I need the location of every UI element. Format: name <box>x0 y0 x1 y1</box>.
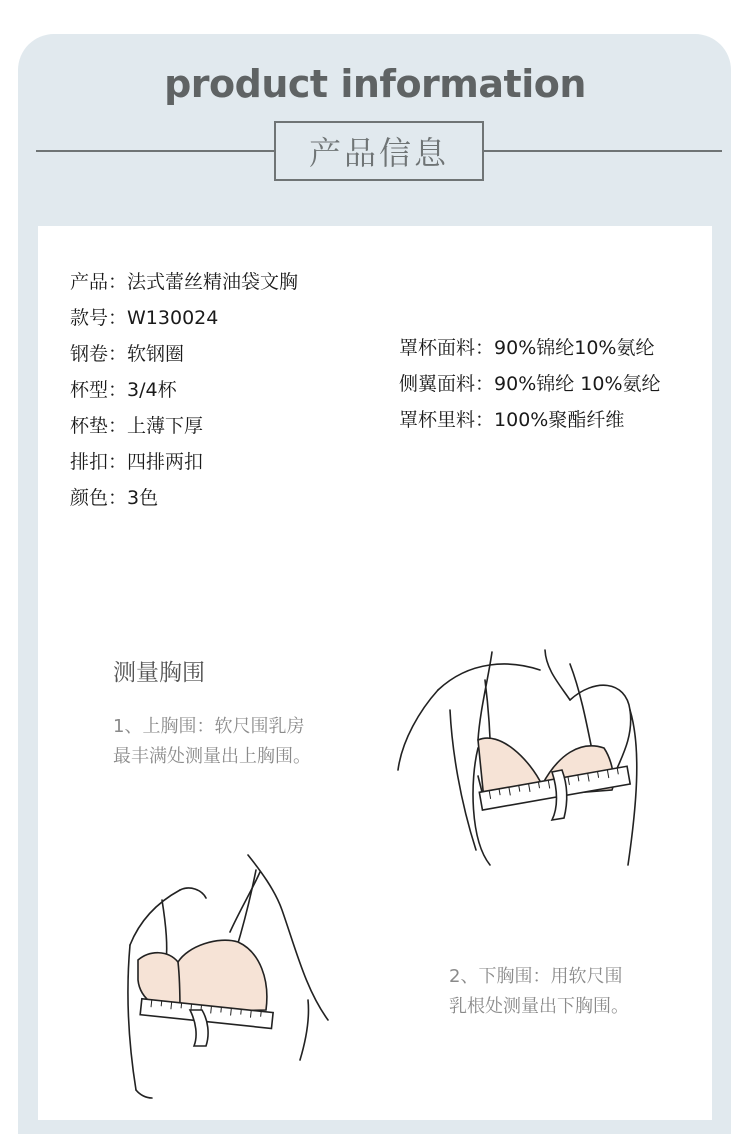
spec-value: 3/4杯 <box>127 379 177 401</box>
step-underbust-line1: 2、下胸围：用软尺围 <box>449 966 623 987</box>
bust-measure-illustration <box>380 640 670 870</box>
spec-item <box>70 408 298 444</box>
step-bust-line2: 最丰满处测量出上胸围。 <box>113 746 311 767</box>
spec-list-left <box>70 264 298 516</box>
spec-value: 软钢圈 <box>127 343 185 365</box>
spec-key: 产品： <box>70 271 128 293</box>
underbust-measure-illustration <box>110 850 380 1100</box>
spec-key: 款号： <box>70 307 128 329</box>
spec-value: 3色 <box>127 487 159 509</box>
fabric-item <box>399 402 661 438</box>
spec-value: 上薄下厚 <box>127 415 204 437</box>
spec-value: W130024 <box>127 307 219 329</box>
spec-value: 法式蕾丝精油袋文胸 <box>127 271 299 293</box>
step-underbust <box>449 962 629 1022</box>
fabric-item <box>399 366 661 402</box>
fabric-value: 100%聚酯纤维 <box>494 409 625 431</box>
fabric-value: 90%锦纶 10%氨纶 <box>494 373 661 395</box>
spec-key: 杯垫： <box>70 415 128 437</box>
fabric-item <box>399 330 661 366</box>
title-english: product information <box>164 62 586 106</box>
divider-left <box>36 150 274 152</box>
spec-key: 钢卷： <box>70 343 128 365</box>
divider-right <box>484 150 722 152</box>
step-bust <box>113 712 311 772</box>
spec-item <box>70 336 298 372</box>
spec-key: 颜色： <box>70 487 128 509</box>
title-chinese: 产品信息 <box>274 121 484 181</box>
fabric-key: 罩杯里料： <box>399 409 495 431</box>
spec-value: 四排两扣 <box>127 451 204 473</box>
measure-heading: 测量胸围 <box>113 660 205 686</box>
spec-key: 排扣： <box>70 451 128 473</box>
step-underbust-line2: 乳根处测量出下胸围。 <box>449 996 629 1017</box>
spec-item <box>70 372 298 408</box>
fabric-key: 罩杯面料： <box>399 337 495 359</box>
spec-key: 杯型： <box>70 379 128 401</box>
spec-item <box>70 300 298 336</box>
spec-item <box>70 264 298 300</box>
spec-item <box>70 480 298 516</box>
fabric-value: 90%锦纶10%氨纶 <box>494 337 655 359</box>
fabric-key: 侧翼面料： <box>399 373 495 395</box>
spec-item <box>70 444 298 480</box>
step-bust-line1: 1、上胸围：软尺围乳房 <box>113 716 305 737</box>
spec-list-right <box>399 330 661 438</box>
